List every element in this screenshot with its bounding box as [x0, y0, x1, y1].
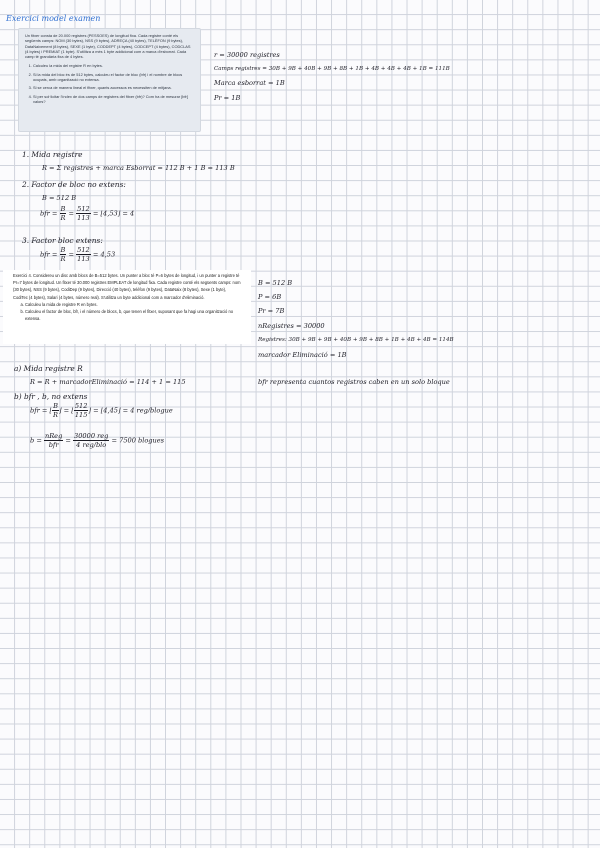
- exercise-4-question: b. Calculeu el factor de bloc, bfr, i el número de blocs, b, que tenen el fitxer, suposant que fa hagi una organització no extensa.: [25, 308, 241, 322]
- floor-bracket: ⌋ = ⌊: [58, 406, 74, 415]
- exercise-4-question: a. Calculeu la mida de registre R en bytes.: [25, 301, 241, 308]
- numerator: 512: [77, 246, 90, 254]
- sol4-heading-a: a) Mida registre R: [14, 364, 83, 373]
- sol4-note: bfr representa cuantos registros caben en un solo bloque: [258, 378, 450, 386]
- denominator: 4 reg/blo: [76, 441, 107, 449]
- bfr-result: ⌋ = ⌊4,45⌋ = 4 reg/blogue: [88, 406, 173, 415]
- denominator: 115: [74, 411, 88, 419]
- numerator: 512: [77, 205, 90, 213]
- sol1-heading-1: 1. Mida registre: [22, 150, 83, 159]
- denominator: 113: [77, 255, 90, 263]
- sol4-heading-b: b) bfr , b, no extens: [14, 392, 88, 401]
- sol1-bfr-formula: [40, 205, 134, 222]
- ex4-given-b: B = 512 B: [258, 279, 293, 287]
- denominator: R: [60, 214, 66, 222]
- ex4-given-fields: Registres: 30B + 9B + 9B + 40B + 9B + 8B + 1B + 4B + 4B = 114B: [258, 337, 454, 343]
- ex4-given-marker: marcador Eliminació = 1B: [258, 351, 347, 359]
- sol4-bfr-formula: [30, 402, 173, 419]
- ex1-given-pr: Pr = 1B: [214, 94, 241, 102]
- equals: =: [68, 250, 75, 259]
- numerator: nReg: [44, 432, 63, 440]
- bfr-label: bfr =: [40, 250, 58, 259]
- exercise-1-question: 1. Calculeu la mida del registre R en bytes.: [33, 63, 194, 68]
- denominator: R: [53, 411, 59, 419]
- ex1-given-fields: Camps registres = 30B + 9B + 40B + 9B + 8B + 1B + 4B + 4B + 4B + 1B = 111B: [214, 66, 450, 72]
- exercise-1-question: 3. Si se cerca de manera lineal el fitxer, quants accessos es necessiten de mitjana.: [33, 85, 194, 90]
- sol1-block-size: B = 512 B: [42, 194, 77, 202]
- exercise-1-question: 4. Si per sol·licitar l'índex de dos camps de registres del fitxer (bfr)? Com ha de mesurar [bfr] valors?: [33, 94, 194, 105]
- bfr-result: = 4,53: [92, 250, 116, 259]
- fraction: [76, 246, 91, 263]
- exercise-4-questions: [13, 301, 241, 323]
- fraction: [52, 402, 59, 419]
- equals: =: [65, 436, 71, 445]
- numerator: 512: [74, 402, 88, 410]
- numerator: B: [53, 402, 58, 410]
- sol4-line-a: R = R + marcadorEliminació = 114 + 1 = 115: [30, 378, 186, 386]
- fraction: [76, 205, 91, 222]
- sol1-heading-2: 2. Factor de bloc no extens:: [22, 180, 126, 189]
- sol4-blocks-formula: [30, 432, 164, 449]
- denominator: 113: [77, 214, 90, 222]
- bfr-label: bfr =: [40, 209, 58, 218]
- sol1-heading-3: 3. Factor bloc extens:: [22, 236, 103, 245]
- bfr-result: = ⌊4,53⌋ = 4: [92, 209, 135, 218]
- bfr-label: bfr = ⌊: [30, 406, 53, 415]
- equals: =: [68, 209, 75, 218]
- ex4-given-pr: Pr = 7B: [258, 307, 285, 315]
- ex1-given-marker: Marca esborrat = 1B: [214, 79, 285, 87]
- numerator: B: [60, 246, 66, 254]
- fraction: [60, 205, 67, 222]
- fraction: [74, 402, 89, 419]
- blocks-result: = 7500 blogues: [111, 436, 165, 445]
- ex1-given-r: r = 30000 registres: [214, 51, 280, 59]
- b-label: b =: [30, 436, 42, 445]
- exercise-1-statement: Un fitxer consta de 20.000 registres (PESSOES) de longitud fixa. Cada registre conté els següents camps: NOM (30 bytes), NSS (9 bytes), ADREÇA (40 bytes), TELÈFON (9 bytes), DataNaixement (8 bytes), SEXE (1 byte), CODDEPT (4 bytes), CODCEPT (4 bytes), CODCLAS (4 bytes) i PREMIAT (1 byte). S'utilitza a més 1 byte addicional com a marca d'esborrat. Cada camp té grandària fixa de 4 bytes.: [25, 33, 191, 60]
- numerator: 30000 reg: [74, 432, 109, 440]
- exercise-1-questions: [25, 63, 194, 104]
- fraction: [44, 432, 63, 449]
- page-title: Exercici model examen: [6, 14, 101, 23]
- exercise-4-statement-box: [3, 270, 251, 344]
- exercise-1-statement-box: [18, 28, 201, 132]
- denominator: R: [60, 255, 66, 263]
- exercise-4-statement: Exercici 4. Considereu un disc amb blocs de B=512 bytes. Un punter a bloc té P=6 bytes de longitud, i un punter a registre té Pr=7 bytes de longitud. Un fitxer té 30.000 registres EMPLEAT de longitud fixa. Cada registre conté els següents camps: nom (30 bytes), NSS (9 bytes), CodiDep (9 bytes), Direcció (40 bytes), telèfon (9 bytes), DataNaix (8 bytes), Sexe (1 byte), CodiTec (4 bytes), Salari (4 bytes, número real). S'utilitza un byte addicional com a marcador d'eliminació.: [13, 273, 241, 300]
- fraction: [60, 246, 67, 263]
- fraction: [73, 432, 109, 449]
- numerator: B: [60, 205, 66, 213]
- ex4-given-p: P = 6B: [258, 293, 282, 301]
- denominator: bfr: [48, 441, 59, 449]
- exercise-1-question: 2. Si la mida del bloc és de 512 bytes, calculeu el factor de bloc (bfr) i el nombre de blocs ocupats, amb organització no extensa.: [33, 72, 194, 83]
- ex4-given-nreg: nRegistres = 30000: [258, 322, 325, 330]
- sol1-bfr2-formula: [40, 246, 115, 263]
- sol1-line-1: R = Σ registres + marca Esborrat = 112 B + 1 B = 113 B: [42, 164, 235, 172]
